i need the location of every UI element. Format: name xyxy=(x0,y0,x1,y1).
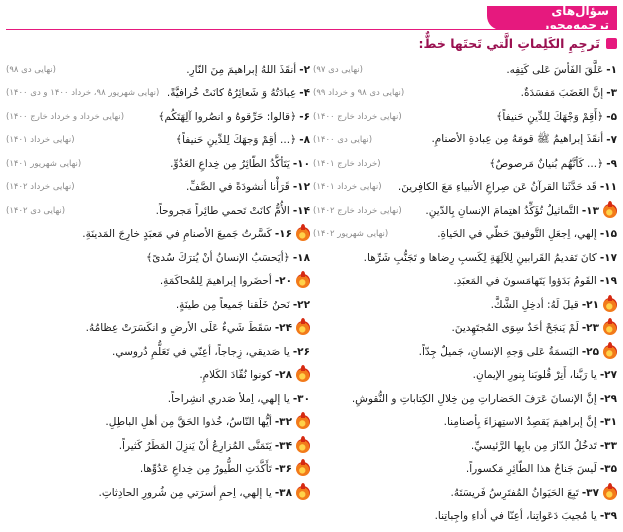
question-item xyxy=(313,246,617,270)
exam-source-note: (نهایی دی ۹۸ و خرداد ۹۹) xyxy=(313,88,405,99)
question-item xyxy=(313,270,617,294)
fire-icon xyxy=(296,227,310,241)
question-number: ۹- xyxy=(606,157,617,170)
fire-icon xyxy=(296,439,310,453)
question-item xyxy=(313,129,617,153)
question-number: ۲۱- xyxy=(581,298,599,311)
fire-icon xyxy=(603,486,617,500)
question-item xyxy=(6,223,310,247)
question-number: ۳۵- xyxy=(599,463,617,476)
question-number: ۱۲- xyxy=(292,181,310,194)
question-text: أنقَذَ اللهُ إبراهيمَ مِنَ النّارِ. xyxy=(186,63,297,76)
question-number: ۱۸- xyxy=(292,251,310,264)
question-text: إنَّ إبراهيمَ يَقصِدُ الاستِهزاءَ بِأصنامِنا. xyxy=(443,416,597,429)
fire-icon xyxy=(296,462,310,476)
question-item xyxy=(6,340,310,364)
question-item xyxy=(313,411,617,435)
question-text: ﴿... كَأنَّهُم بُنيانٌ مَرصوصٌ﴾ xyxy=(489,157,604,170)
fire-icon xyxy=(603,345,617,359)
question-number: ۳۰- xyxy=(292,392,310,405)
header-divider xyxy=(6,29,617,30)
question-number: ۱- xyxy=(606,63,617,76)
question-number: ۲۷- xyxy=(599,369,617,382)
question-text: عَلَّقَ الفَأسَ عَلی کَتِفِه. xyxy=(506,63,604,76)
questions-column-left xyxy=(6,58,310,505)
question-number: ۳۱- xyxy=(599,416,617,429)
question-item xyxy=(313,293,617,317)
question-text: كونوا نُقّادَ الكَلامِ. xyxy=(199,369,272,382)
question-item xyxy=(313,434,617,458)
question-item xyxy=(6,152,310,176)
fire-icon xyxy=(603,321,617,335)
question-item xyxy=(313,340,617,364)
question-number: ۱۰- xyxy=(292,157,310,170)
question-number: ۴- xyxy=(299,87,310,100)
exam-source-note: (نهایی خرداد ۱۴۰۱) xyxy=(6,135,75,146)
fire-icon xyxy=(296,486,310,500)
question-number: ۲۴- xyxy=(274,322,292,335)
question-item xyxy=(313,152,617,176)
question-item xyxy=(313,105,617,129)
question-item xyxy=(6,293,310,317)
fire-icon xyxy=(296,321,310,335)
question-number: ۸- xyxy=(299,134,310,147)
question-text: يا مُجيبَ دَعَواتِنا، أعِنّا في أداءِ واجِباتِنا. xyxy=(434,510,597,523)
questions-column-right xyxy=(313,58,617,528)
exam-source-note: (نهایی خرداد ۱۴۰۲) xyxy=(6,182,75,193)
question-item xyxy=(313,58,617,82)
question-number: ۳۲- xyxy=(274,416,292,429)
question-text: إنَّ الغَضَبَ مَفسَدَةٌ. xyxy=(520,87,604,100)
question-item xyxy=(313,458,617,482)
question-text: سَقَطَ شَيءٌ عَلَى الأرضِ و انكَسَرَتْ عِظامُهُ. xyxy=(85,322,272,335)
question-text: ﴿أيَحسَبُ الإنسانُ أنْ يُترَكَ سُدىً﴾ xyxy=(146,251,290,264)
question-number: ۳۹- xyxy=(599,510,617,523)
exam-source-note: (نهایی دی ۹۷) xyxy=(313,64,363,75)
question-item xyxy=(313,199,617,223)
question-item xyxy=(313,223,617,247)
question-text: تَبِعَ الحَيَوانُ المُفتَرِسُ فَريسَتَهُ. xyxy=(450,486,579,499)
question-text: قَد حَدَّثَنا القرآنُ عَن صِراعِ الأنبياءِ مَعَ الكافِرينَ. xyxy=(397,181,597,194)
exam-source-note: (نهایی شهریور ۹۸، خرداد ۱۴۰۰ و دی ۱۴۰۰) xyxy=(6,88,160,99)
question-text: لَمْ يَنجَحْ أحَدٌ سِوَى المُجتَهِدينَ. xyxy=(451,322,579,335)
question-text: أنقَذَ إبراهيمُ ﷺ قومَهُ مِن عِبادةِ الأصنامِ. xyxy=(431,132,604,145)
exam-source-note: (نهایی دی ۱۴۰۲) xyxy=(6,205,66,216)
question-text: يا صَديقي، زِجاجاً، أعِنّي في تَعَلُّمِ دُروسي. xyxy=(111,345,290,358)
question-number: ۳۷- xyxy=(581,486,599,499)
question-item xyxy=(6,387,310,411)
question-number: ۱۷- xyxy=(599,251,617,264)
question-item xyxy=(6,82,310,106)
exam-source-note: (نهایی خرداد و خرداد خارج ۱۴۰۰) xyxy=(6,111,125,122)
question-item xyxy=(6,246,310,270)
question-number: ۷- xyxy=(606,134,617,147)
question-number: ۲۶- xyxy=(292,345,310,358)
question-text: يا رَبَّنا، أَنِرْ قُلوبَنا بِنورِ الإيمانِ. xyxy=(472,369,597,382)
question-text: عِبادَتُهُ وَ شَعائِرُهُ كانَتْ خُرافيَّةً. xyxy=(166,87,297,100)
question-item xyxy=(6,458,310,482)
question-number: ۱۵- xyxy=(599,228,617,241)
exam-source-note: (نهایی شهریور ۱۴۰۲) xyxy=(313,229,389,240)
question-item xyxy=(313,82,617,106)
question-number: ۲۹- xyxy=(599,392,617,405)
question-item xyxy=(6,58,310,82)
instruction-text: تَرجِمِ الكَلِماتِ الَّتي تَحتَها خطٌّ: xyxy=(418,36,600,51)
fire-icon xyxy=(296,274,310,288)
fire-icon xyxy=(296,415,310,429)
question-number: ۱۳- xyxy=(581,204,599,217)
question-item xyxy=(6,105,310,129)
question-text: يا إلهي، اِملأ صَدري انشِراحاً. xyxy=(167,392,290,405)
fire-icon xyxy=(296,368,310,382)
question-number: ۱۹- xyxy=(599,275,617,288)
question-text: ﴿قالوا: حَرِّقوهُ و انصُروا آلِهَتَكُم﴾ xyxy=(158,110,297,123)
question-number: ۳۴- xyxy=(274,439,292,452)
question-item xyxy=(6,411,310,435)
question-item xyxy=(6,270,310,294)
question-number: ۲۵- xyxy=(581,345,599,358)
question-item xyxy=(313,387,617,411)
question-number: ۲۸- xyxy=(274,369,292,382)
question-number: ۳- xyxy=(606,87,617,100)
question-text: ﴿... أقِمْ وَجهَكَ لِلدِّينِ حَنيفاً﴾ xyxy=(175,134,297,147)
question-number: ۱۴- xyxy=(292,204,310,217)
question-item xyxy=(313,505,617,529)
question-item xyxy=(6,129,310,153)
question-text: كانَ تَقديمُ القَرابينِ لِلآلِهَةِ لِكَسبِ رِضاها و تَجَنُّبِ شَرِّها. xyxy=(363,251,597,264)
question-item xyxy=(6,176,310,200)
question-item xyxy=(6,434,310,458)
exam-source-note: (خرداد خارج ۱۴۰۱) xyxy=(313,158,381,169)
question-text: ﴿أَقِمْ وَجْهَكَ لِلدِّينِ حَنيفاً﴾ xyxy=(496,110,604,123)
question-number: ۳۶- xyxy=(274,463,292,476)
question-number: ۲- xyxy=(299,63,310,76)
question-text: يا إلهي، اِحمِ أسرَتي مِن شُرورِ الحادِثاتِ. xyxy=(98,486,272,499)
question-item xyxy=(313,317,617,341)
question-text: نَحنُ خَلَقنا جَميعاً مِن طينَةٍ. xyxy=(175,298,290,311)
question-text: تَأَكَّدَتِ الطُّيورُ مِن خِداعِ عَدُوِّها. xyxy=(139,463,272,476)
question-text: إنَّ الإنسانَ عَرَفَ الحَضاراتِ مِن خِلالِ الكِتاباتِ و النُّقوشِ. xyxy=(351,392,597,405)
instruction xyxy=(418,36,617,51)
question-number: ۶- xyxy=(299,110,310,123)
question-text: البَسمَةُ عَلی وَجهِ الإنسانِ، جَميلٌ جِدّاً. xyxy=(418,345,579,358)
question-text: التَّماثيلُ تُؤَكِّدُ اهتِمامَ الإنسانِ بِالدّينِ. xyxy=(425,204,579,217)
question-number: ۱۱- xyxy=(599,181,617,194)
question-item xyxy=(6,317,310,341)
question-text: قيلَ لَهُ: أدخِلِ الشَّكَّ. xyxy=(490,298,579,311)
question-number: ۲۰- xyxy=(274,275,292,288)
question-text: تَدخُلُ الدّارَ مِن بابِها الرَّئيسيِّ. xyxy=(470,439,597,452)
question-item xyxy=(313,364,617,388)
fire-icon xyxy=(603,204,617,218)
question-number: ۳۳- xyxy=(599,439,617,452)
exam-source-note: (نهایی خرداد خارج ۱۴۰۰) xyxy=(313,111,402,122)
exam-source-note: (نهایی خرداد ۱۴۰۱) xyxy=(313,182,382,193)
exam-source-note: (نهایی شهریور ۱۴۰۱) xyxy=(6,158,82,169)
question-text: أيُّها النّاسُ، خُذوا الحَقَّ مِن أهلِ الباطِلِ. xyxy=(105,416,272,429)
question-number: ۵- xyxy=(606,110,617,123)
exam-source-note: (نهایی دی ۱۴۰۰) xyxy=(313,135,373,146)
question-text: يَتَأكَّدُ الطّائِرُ مِن خِداعِ العَدُوِّ. xyxy=(170,157,290,170)
question-item xyxy=(6,481,310,505)
question-text: الأُمُّ كانَتْ تَحمي طائِراً مَجروحاً. xyxy=(155,204,290,217)
question-number: ۱۶- xyxy=(274,228,292,241)
question-item xyxy=(6,364,310,388)
question-item xyxy=(6,199,310,223)
question-text: لَيسَ جَناحُ هذا الطّائِرِ مَكسوراً. xyxy=(465,463,597,476)
exam-source-note: (نهایی دی ۹۸) xyxy=(6,64,56,75)
bullet-square-icon xyxy=(606,38,617,49)
question-text: يَتَمَنَّى المُزارِعُ أنْ يَنزِلَ المَطَرُ كَثيراً. xyxy=(118,439,272,452)
question-item xyxy=(313,481,617,505)
question-text: قَرَأْنا أنشودَةً في الصَّفِّ. xyxy=(185,181,290,194)
question-text: أحضَروا إبراهيمَ لِلمُحاكَمَةِ. xyxy=(159,275,272,288)
question-number: ۲۲- xyxy=(292,298,310,311)
section-header xyxy=(487,6,617,30)
question-number: ۲۳- xyxy=(581,322,599,335)
question-item xyxy=(313,176,617,200)
question-text: القَومُ بَدَؤوا يَتَهامَسونَ في المَعبَدِ. xyxy=(453,275,597,288)
question-number: ۳۸- xyxy=(274,486,292,499)
section-title: سؤال‌های ترجمه‌محور xyxy=(542,4,609,32)
question-text: كَسَّرتُ جَميعَ الأصنامِ في مَعبَدٍ خارِجَ المَدينَةِ. xyxy=(82,228,272,241)
exam-source-note: (نهایی خرداد خارج ۱۴۰۲) xyxy=(313,205,402,216)
fire-icon xyxy=(603,298,617,312)
question-text: إلهي، اِجعَلِ التَّوفيقَ حَظّي في الحَياةِ. xyxy=(437,228,597,241)
